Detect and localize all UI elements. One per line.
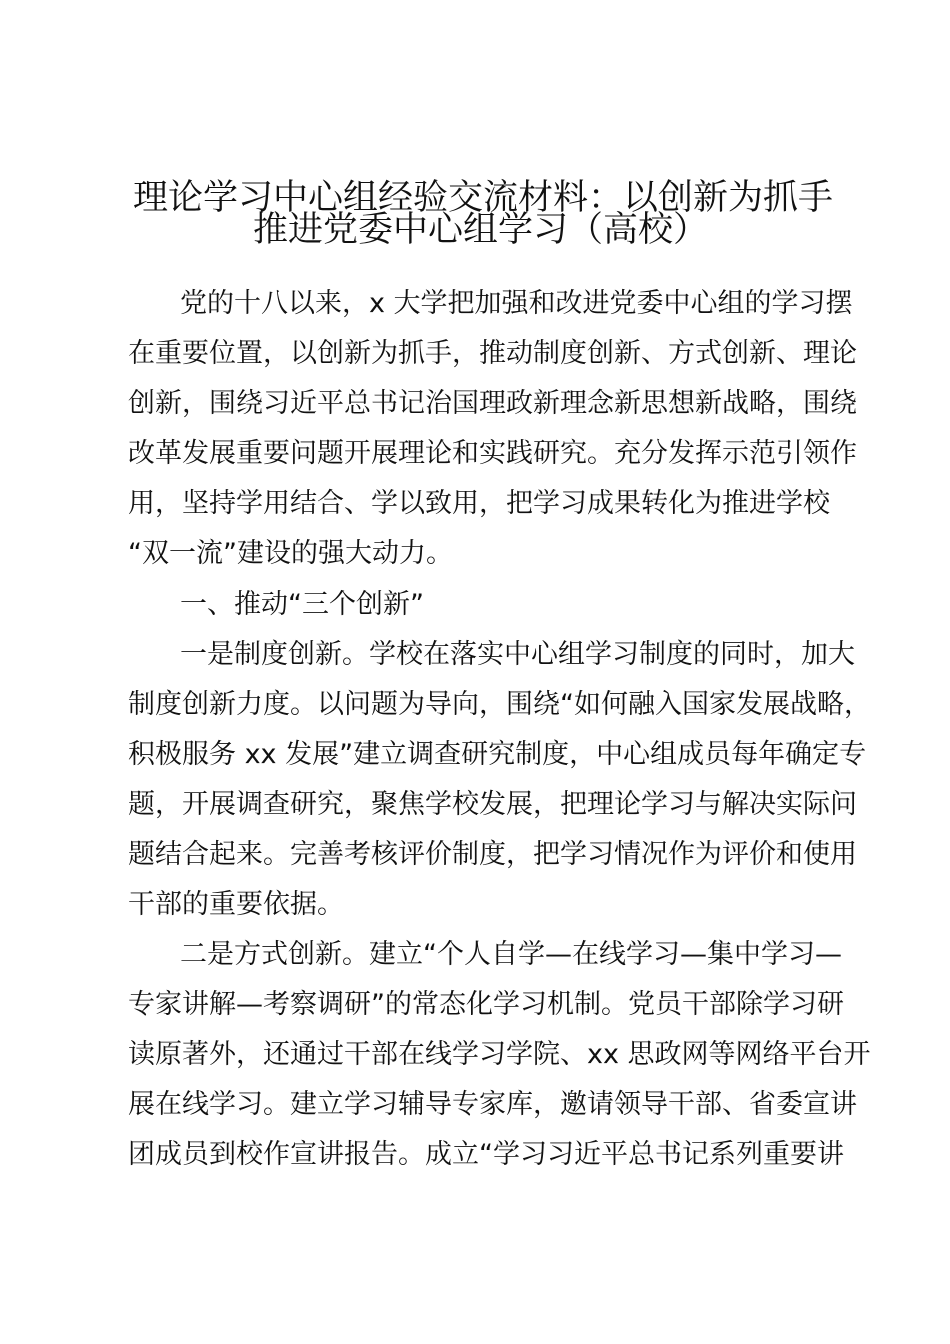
- body-line-14: 专家讲解—考察调研”的常态化学习机制。党员干部除学习研: [128, 989, 844, 1020]
- body-line-3: 创新，围绕习近平总书记治国理政新理念新思想新战略，围绕: [128, 388, 857, 419]
- document-title-line-2: 推进党委中心组学习（高校）: [253, 210, 709, 250]
- body-line-16: 展在线学习。建立学习辅导专家库，邀请领导干部、省委宣讲: [128, 1089, 857, 1120]
- body-line-12: 干部的重要依据。: [128, 889, 344, 920]
- body-line-10: 题，开展调查研究，聚焦学校发展，把理论学习与解决实际问: [128, 789, 857, 820]
- body-line-1: 党的十八以来，x 大学把加强和改进党委中心组的学习摆: [180, 288, 853, 319]
- body-line-15: 读原著外，还通过干部在线学习学院、xx 思政网等网络平台开: [128, 1039, 871, 1070]
- body-line-7: 一是制度创新。学校在落实中心组学习制度的同时，加大: [180, 639, 855, 670]
- section-heading: 一、推动“三个创新”: [180, 589, 424, 620]
- body-line-9: 积极服务 xx 发展”建立调查研究制度，中心组成员每年确定专: [128, 739, 867, 770]
- body-line-4: 改革发展重要问题开展理论和实践研究。充分发挥示范引领作: [128, 438, 857, 469]
- body-line-5: 用，坚持学用结合、学以致用，把学习成果转化为推进学校: [128, 488, 830, 519]
- document-title-line-1: 理论学习中心组经验交流材料：以创新为抓手: [133, 178, 834, 218]
- body-line-2: 在重要位置，以创新为抓手，推动制度创新、方式创新、理论: [128, 338, 857, 369]
- body-line-13: 二是方式创新。建立“个人自学—在线学习—集中学习—: [180, 939, 842, 970]
- body-line-11: 题结合起来。完善考核评价制度，把学习情况作为评价和使用: [128, 839, 857, 870]
- body-line-17: 团成员到校作宣讲报告。成立“学习习近平总书记系列重要讲: [128, 1139, 844, 1170]
- body-line-6: “双一流”建设的强大动力。: [128, 538, 453, 569]
- body-line-8: 制度创新力度。以问题为导向，围绕“如何融入国家发展战略，: [128, 689, 871, 720]
